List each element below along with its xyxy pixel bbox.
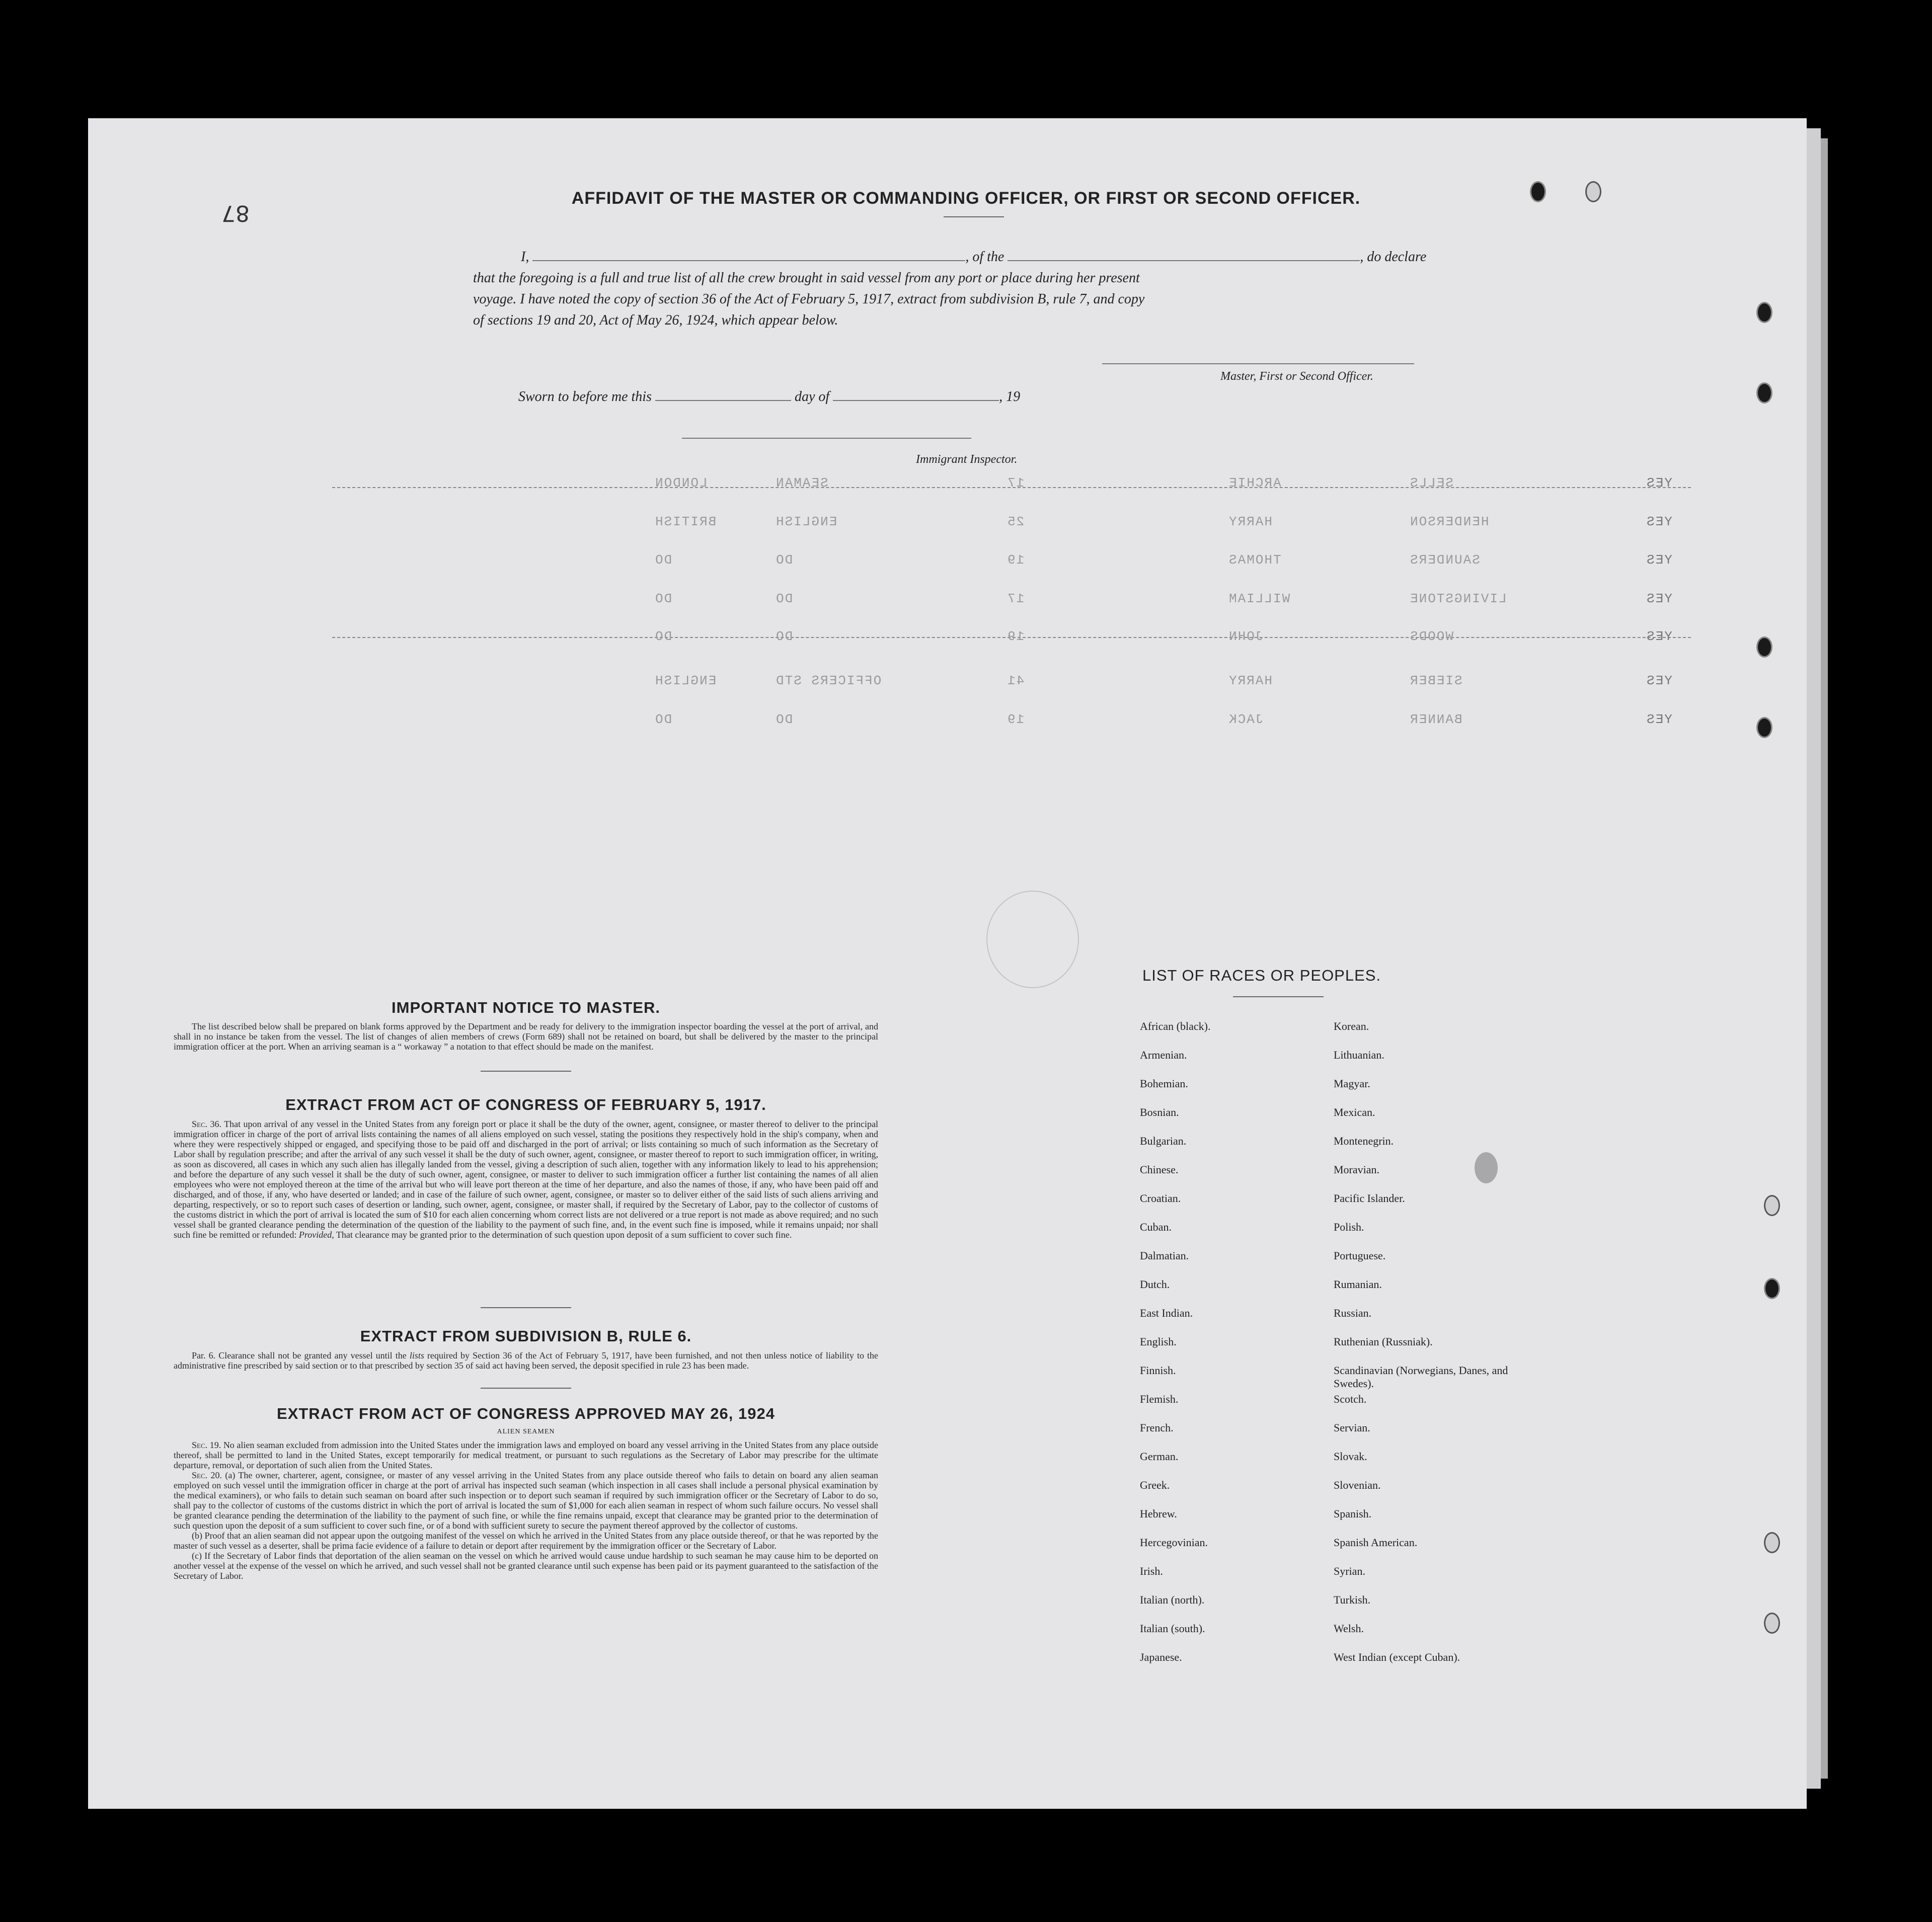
- crew-given-cell: JOHN: [1228, 629, 1264, 644]
- race-item: Lithuanian.: [1334, 1049, 1384, 1061]
- crew-yes-cell: YES: [1646, 552, 1672, 568]
- affidavit-i: I,: [521, 249, 529, 265]
- crew-extra-cell: DO: [654, 629, 672, 644]
- affidavit-title-rule: [944, 216, 1004, 217]
- sec-20b-text: (b) Proof that an alien seaman did not appear upon the outgoing manifest of the vessel on which he arrived in the United States from any place outside thereof, or that he was reported by the master of such vessel as a deserter, shall be prima facie evidence of a failure to detain or deport after requirement by the immigration officer or the Secretary of Labor.: [174, 1531, 878, 1551]
- sec-20c-text: (c) If the Secretary of Labor finds that deportation of the alien seaman on the vessel on which he arrived would cause undue hardship to such seaman he may cause him to be deported on another vessel at the expense of the vessel on which he arrived, and such vessel shall not be granted clearance until such expense has been paid or its payment guaranteed to the satisfaction of the Secretary of Labor.: [174, 1551, 878, 1581]
- stamp-ghost: [986, 891, 1079, 988]
- race-item: Welsh.: [1334, 1622, 1364, 1635]
- race-item: Korean.: [1334, 1020, 1369, 1032]
- crew-role-cell: SEAMAN: [775, 475, 828, 491]
- crew-role-cell: DO: [775, 712, 793, 727]
- crew-surname-cell: WOODS: [1409, 629, 1454, 644]
- race-item: Dalmatian.: [1140, 1249, 1189, 1262]
- binding-hole: [1585, 181, 1601, 202]
- race-item: Montenegrin.: [1334, 1135, 1394, 1147]
- race-item: Scotch.: [1334, 1393, 1367, 1405]
- month-blank: [833, 389, 999, 401]
- par-6-label: Par. 6.: [192, 1350, 216, 1360]
- crew-role-cell: DO: [775, 629, 793, 644]
- crew-extra-cell: DO: [654, 712, 672, 727]
- sheet-edge: [1807, 128, 1821, 1789]
- race-item: Hercegovinian.: [1140, 1536, 1208, 1549]
- race-item: Spanish American.: [1334, 1536, 1418, 1549]
- crew-age-cell: 19: [1007, 629, 1025, 644]
- race-item: African (black).: [1140, 1020, 1211, 1032]
- crew-extra-cell: BRITISH: [654, 514, 717, 529]
- race-item: Bosnian.: [1140, 1106, 1179, 1118]
- binding-hole: [1756, 636, 1772, 658]
- race-item: English.: [1140, 1335, 1177, 1348]
- extract-rule6-title: EXTRACT FROM SUBDIVISION B, RULE 6.: [360, 1327, 692, 1345]
- crew-age-cell: 41: [1007, 673, 1025, 688]
- sec-36-text: That upon arrival of any vessel in the United States from any foreign port or place it shall be the duty of the owner, agent, consignee, or master thereof to deliver to the principal immigration officer in charge of the port of arrival lists containing the names of all aliens employed on such vessel, stating the positions they respectively hold in the ship's company, when and where they were respectively shipped or engaged, and specifying those to be paid off and discharged in the port of arrival; or lists containing so much of such information as the Secretary of Labor shall by regulation prescribe; and after the arrival of any such vessel it shall be the duty of such owner, agent, consignee, or master thereof to report to such immigration officer, in writing, as soon as discovered, all cases in which any such alien has illegally landed from the vessel, giving a description of such alien, together with any information likely to lead to his apprehension; and before the departure of any such vessel it shall be the duty of such owner, agent, consignee, or master to deliver to such immigration officer a further list containing the names of all alien employees who were not employed thereon at the time of the arrival but who will leave port thereon at the time of her departure, and also the names of those, if any, who have been paid off and discharged, and of those, if any, who have deserted or landed; and in case of the failure of such owner, agent, consignee, or master so to deliver either of the said lists of such aliens arriving and departing, respectively, or so to report such cases of desertion or landing, such owner, agent, consignee, or master shall, if required by the Secretary of Labor, pay to the collector of customs of the customs district in which the port of arrival is located the sum of $10 for each alien concerning whom correct lists are not delivered or a true report is not made as above required; and no such vessel shall be granted clearance pending the determination of the question of the liability to the payment of such fine, and, in the event such fine is imposed, while it remains unpaid; nor shall such fine be remitted or refunded:: [174, 1119, 878, 1240]
- sworn-day-of: day of: [794, 389, 830, 405]
- crew-yes-cell: YES: [1646, 514, 1672, 529]
- crew-age-cell: 25: [1007, 514, 1025, 529]
- crew-yes-cell: YES: [1646, 591, 1672, 606]
- sec-19-label: Sec. 19.: [192, 1440, 221, 1450]
- race-item: Polish.: [1334, 1221, 1364, 1233]
- sworn-start: Sworn to before me this: [518, 389, 652, 405]
- race-item: Italian (south).: [1140, 1622, 1205, 1635]
- crew-yes-cell: YES: [1646, 629, 1672, 644]
- important-notice-body: [174, 1021, 878, 1052]
- par-6-lists: lists: [409, 1350, 424, 1360]
- race-item: Japanese.: [1140, 1651, 1182, 1663]
- race-item: West Indian (except Cuban).: [1334, 1651, 1460, 1663]
- race-item: Cuban.: [1140, 1221, 1172, 1233]
- crew-role-cell: OFFICERS STD: [775, 673, 882, 688]
- race-item: Spanish.: [1334, 1507, 1372, 1520]
- race-item: Armenian.: [1140, 1049, 1187, 1061]
- affidavit-do-declare: , do declare: [1360, 249, 1427, 265]
- sec-20-label: Sec. 20.: [192, 1470, 222, 1480]
- race-item: Slovak.: [1334, 1450, 1367, 1463]
- sec-36-label: Sec. 36.: [192, 1119, 222, 1129]
- name-blank: [532, 249, 965, 261]
- crew-surname-cell: HENDERSON: [1409, 514, 1489, 529]
- crew-surname-cell: LIVINGSTONE: [1409, 591, 1507, 606]
- race-item: Croatian.: [1140, 1192, 1181, 1205]
- race-item: Irish.: [1140, 1565, 1163, 1577]
- crew-role-cell: DO: [775, 591, 793, 606]
- crew-yes-cell: YES: [1646, 712, 1672, 727]
- important-notice-title: IMPORTANT NOTICE TO MASTER.: [392, 999, 660, 1016]
- sworn-line: [518, 389, 1020, 405]
- crew-age-cell: 19: [1007, 712, 1025, 727]
- race-item: Bulgarian.: [1140, 1135, 1187, 1147]
- crew-extra-cell: DO: [654, 552, 672, 568]
- margin-note: 87: [221, 200, 250, 226]
- race-item: Hebrew.: [1140, 1507, 1177, 1520]
- crew-surname-cell: SIEBER: [1409, 673, 1462, 688]
- signature-caption: Master, First or Second Officer.: [1220, 370, 1373, 383]
- sheet-edge-shadow: [1821, 138, 1828, 1779]
- binding-hole: [1530, 181, 1546, 202]
- race-item: Dutch.: [1140, 1278, 1170, 1291]
- sec-20a-text: (a) The owner, charterer, agent, consignee, or master of any vessel arriving in the United States from any place outside thereof who fails to detain on board any alien seaman employed on such vessel until the immigration officer in charge at the port of arrival has inspected such seaman (which inspection in all cases shall include a personal physical examination by the medical examiners), or who fails to detain such seaman on board after such inspection or to deport such seaman if required by such immigration officer or the Secretary of Labor to do so, shall pay to the collector of customs of the customs district in which the port of arrival is located the sum of $1,000 for each alien seaman in respect of whom such failure occurs. No vessel shall be granted clearance pending the determination of the liability to the payment of such fine, or while the fine remains unpaid, except that clearance may be granted prior to the determination of such question upon the deposit of a sum sufficient to cover such fine, or of a bond with sufficient surety to secure the payment thereof approved by the collector of customs.: [174, 1470, 878, 1531]
- inspector-signature-line: [682, 438, 971, 439]
- crew-given-cell: HARRY: [1228, 673, 1273, 688]
- race-item: Magyar.: [1334, 1077, 1370, 1090]
- par-6-start: Clearance shall not be granted any vessel until the: [218, 1350, 407, 1360]
- race-item: Bohemian.: [1140, 1077, 1188, 1090]
- affidavit-line-2: that the foregoing is a full and true list of all the crew brought in said vessel from any port or place during her present: [473, 270, 1140, 286]
- race-item: East Indian.: [1140, 1307, 1193, 1319]
- race-item: Finnish.: [1140, 1364, 1176, 1377]
- binding-hole: [1756, 717, 1772, 738]
- extract-1917-body: [174, 1119, 878, 1240]
- notice-rule-2: [481, 1307, 571, 1308]
- par-6-end: required by Section 36 of the Act of February 5, 1917, have been furnished, and not then unless notice of liability to the administrative fine prescribed by said section or to that prescribed by section 35 of said act having been served, the deposit specified in rule 23 has been made.: [174, 1350, 879, 1371]
- race-item: Russian.: [1334, 1307, 1372, 1319]
- race-item: Greek.: [1140, 1479, 1170, 1491]
- crew-yes-cell: YES: [1646, 673, 1672, 688]
- race-item: Turkish.: [1334, 1593, 1371, 1606]
- race-item: Chinese.: [1140, 1163, 1179, 1176]
- day-blank: [655, 389, 791, 401]
- crew-age-cell: 17: [1007, 591, 1025, 606]
- notice-rule-1: [481, 1071, 571, 1072]
- binding-hole: [1764, 1532, 1780, 1553]
- notice-rule-3: [481, 1388, 571, 1389]
- crew-role-cell: ENGLISH: [775, 514, 837, 529]
- crew-yes-cell: YES: [1646, 475, 1672, 491]
- race-item: Rumanian.: [1334, 1278, 1382, 1291]
- binding-hole: [1764, 1613, 1780, 1634]
- race-item: German.: [1140, 1450, 1179, 1463]
- binding-hole: [1756, 302, 1772, 323]
- inspector-caption: Immigrant Inspector.: [916, 453, 1018, 466]
- race-item: Scandinavian (Norwegians, Danes, and Swedes).: [1334, 1364, 1508, 1390]
- signature-line: [1102, 363, 1414, 364]
- races-title-rule: [1233, 996, 1324, 997]
- crew-given-cell: JACK: [1228, 712, 1264, 727]
- vessel-blank: [1008, 249, 1360, 261]
- affidavit-line-4: of sections 19 and 20, Act of May 26, 1924, which appear below.: [473, 312, 838, 328]
- extract-1924-body: [174, 1440, 878, 1581]
- crew-role-cell: DO: [775, 552, 793, 568]
- crew-given-cell: ARCHIE: [1228, 475, 1281, 491]
- races-title: LIST OF RACES OR PEOPLES.: [1142, 967, 1381, 984]
- race-item: French.: [1140, 1421, 1174, 1434]
- crew-surname-cell: SELLS: [1409, 475, 1454, 491]
- affidavit-of-the: , of the: [965, 249, 1004, 265]
- extract-rule6-body: [174, 1350, 878, 1371]
- binding-hole: [1764, 1278, 1780, 1299]
- sworn-year: , 19: [999, 389, 1021, 405]
- crew-extra-cell: ENGLISH: [654, 673, 717, 688]
- proviso-text: That clearance may be granted prior to the determination of such question upon deposit of a sum sufficient to cover such fine.: [336, 1230, 792, 1240]
- race-item: Moravian.: [1334, 1163, 1380, 1176]
- extract-1924-title: EXTRACT FROM ACT OF CONGRESS APPROVED MAY 26, 1924: [277, 1405, 775, 1422]
- alien-seamen-subtitle: ALIEN SEAMEN: [497, 1428, 555, 1435]
- affidavit-line-3: voyage. I have noted the copy of section 36 of the Act of February 5, 1917, extract from subdivision B, rule 7, and copy: [473, 291, 1145, 307]
- crew-given-cell: HARRY: [1228, 514, 1273, 529]
- crew-surname-cell: BANNER: [1409, 712, 1462, 727]
- crew-extra-cell: LONDON: [654, 475, 708, 491]
- extract-1917-title: EXTRACT FROM ACT OF CONGRESS OF FEBRUARY 5, 1917.: [285, 1096, 766, 1113]
- binding-hole: [1756, 382, 1772, 404]
- crew-given-cell: WILLIAM: [1228, 591, 1290, 606]
- race-item: Portuguese.: [1334, 1249, 1386, 1262]
- race-item: Mexican.: [1334, 1106, 1375, 1118]
- race-item: Pacific Islander.: [1334, 1192, 1405, 1205]
- race-item: Italian (north).: [1140, 1593, 1205, 1606]
- important-notice-text: The list described below shall be prepared on blank forms approved by the Department and be ready for delivery to the immigration inspector boarding the vessel at the port of arrival, and shall in no instance be taken from the vessel. The list of changes of alien members of crews (Form 689) shall not be retained on board, but shall be delivered by the master to the principal immigration officer at the port. When an arriving seaman is a “ workaway ” a notation to that effect should be made on the manifest.: [174, 1021, 878, 1052]
- binding-hole: [1764, 1195, 1780, 1216]
- crew-age-cell: 17: [1007, 475, 1025, 491]
- race-item: Ruthenian (Russniak).: [1334, 1335, 1433, 1348]
- crew-given-cell: THOMAS: [1228, 552, 1281, 568]
- race-item: Servian.: [1334, 1421, 1370, 1434]
- race-item: Syrian.: [1334, 1565, 1365, 1577]
- crew-extra-cell: DO: [654, 591, 672, 606]
- race-item: Flemish.: [1140, 1393, 1179, 1405]
- affidavit-line-1: [521, 249, 1426, 265]
- race-item: Slovenian.: [1334, 1479, 1381, 1491]
- crew-surname-cell: SAUNDERS: [1409, 552, 1480, 568]
- sec-19-text: No alien seaman excluded from admission into the United States under the immigration laws and employed on board any vessel arriving in the United States from any place outside thereof, shall be permitted to land in the United States, except temporarily for medical treatment, or pursuant to such regulations as the Secretary of Labor may prescribe for the ultimate departure, removal, or deportation of such alien from the United States.: [174, 1440, 879, 1470]
- ink-smudge: [1475, 1152, 1498, 1183]
- crew-age-cell: 19: [1007, 552, 1025, 568]
- affidavit-title: AFFIDAVIT OF THE MASTER OR COMMANDING OFFICER, OR FIRST OR SECOND OFFICER.: [571, 189, 1361, 208]
- proviso-label: Provided,: [298, 1230, 334, 1240]
